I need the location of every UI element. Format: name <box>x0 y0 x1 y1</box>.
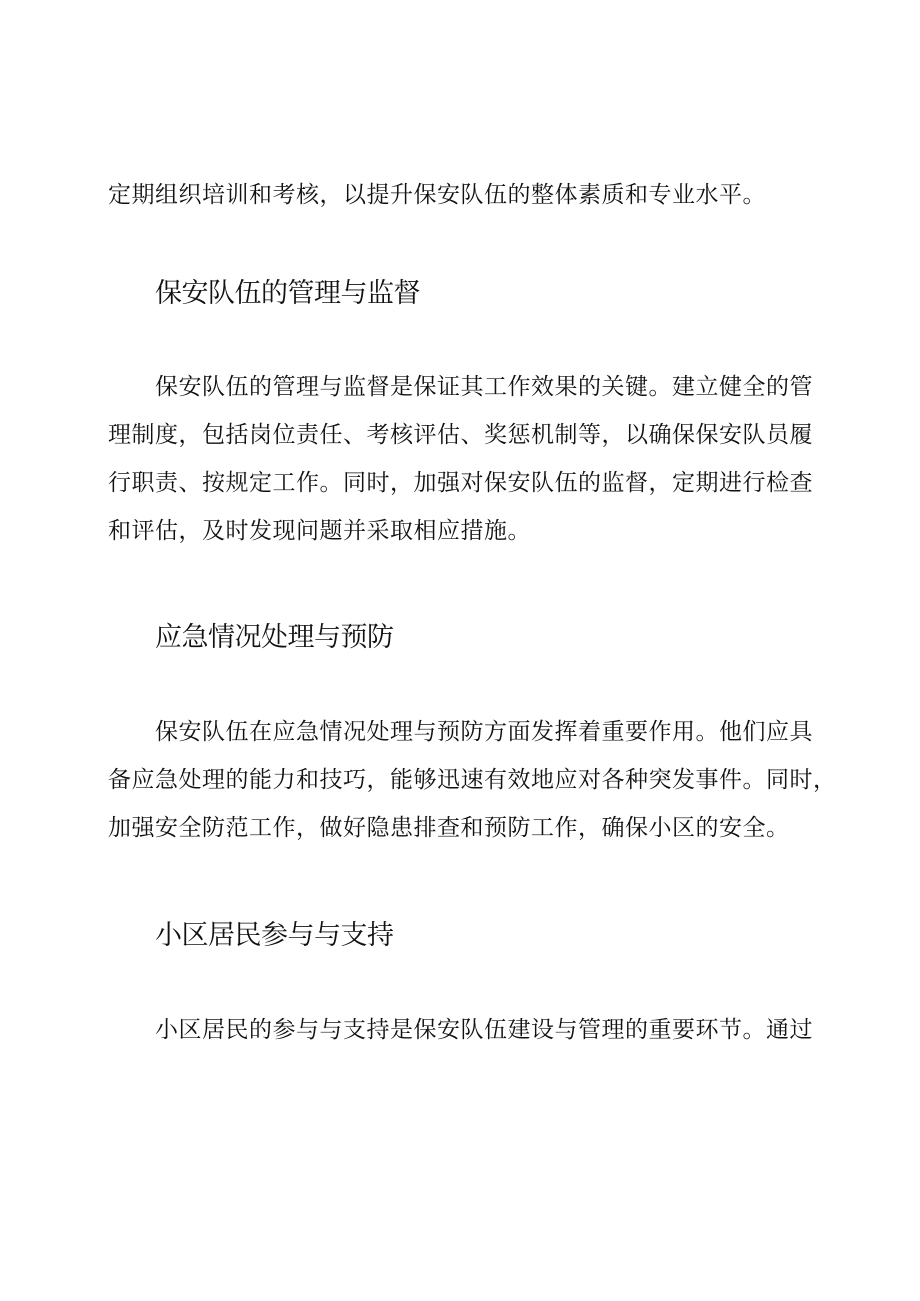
paragraph-line: 行职责、按规定工作。同时，加强对保安队伍的监督，定期进行检查 <box>108 470 813 496</box>
paragraph-line: 保安队伍在应急情况处理与预防方面发挥着重要作用。他们应具 <box>155 719 813 745</box>
paragraph-line: 小区居民的参与与支持是保安队伍建设与管理的重要环节。通过 <box>155 1017 813 1043</box>
paragraph-line: 和评估，及时发现问题并采取相应措施。 <box>108 518 531 544</box>
section-heading-residents: 小区居民参与与支持 <box>155 920 394 951</box>
paragraph-line: 理制度，包括岗位责任、考核评估、奖惩机制等，以确保保安队员履 <box>108 422 813 448</box>
paragraph-line: 加强安全防范工作，做好隐患排查和预防工作，确保小区的安全。 <box>108 815 790 841</box>
section-heading-management: 保安队伍的管理与监督 <box>155 278 420 309</box>
intro-line-1: 定期组织培训和考核，以提升保安队伍的整体素质和专业水平。 <box>108 182 766 208</box>
paragraph-line: 备应急处理的能力和技巧，能够迅速有效地应对各种突发事件。同时， <box>108 767 837 793</box>
paragraph-line: 保安队伍的管理与监督是保证其工作效果的关键。建立健全的管 <box>155 374 813 400</box>
section-heading-emergency: 应急情况处理与预防 <box>155 622 394 653</box>
